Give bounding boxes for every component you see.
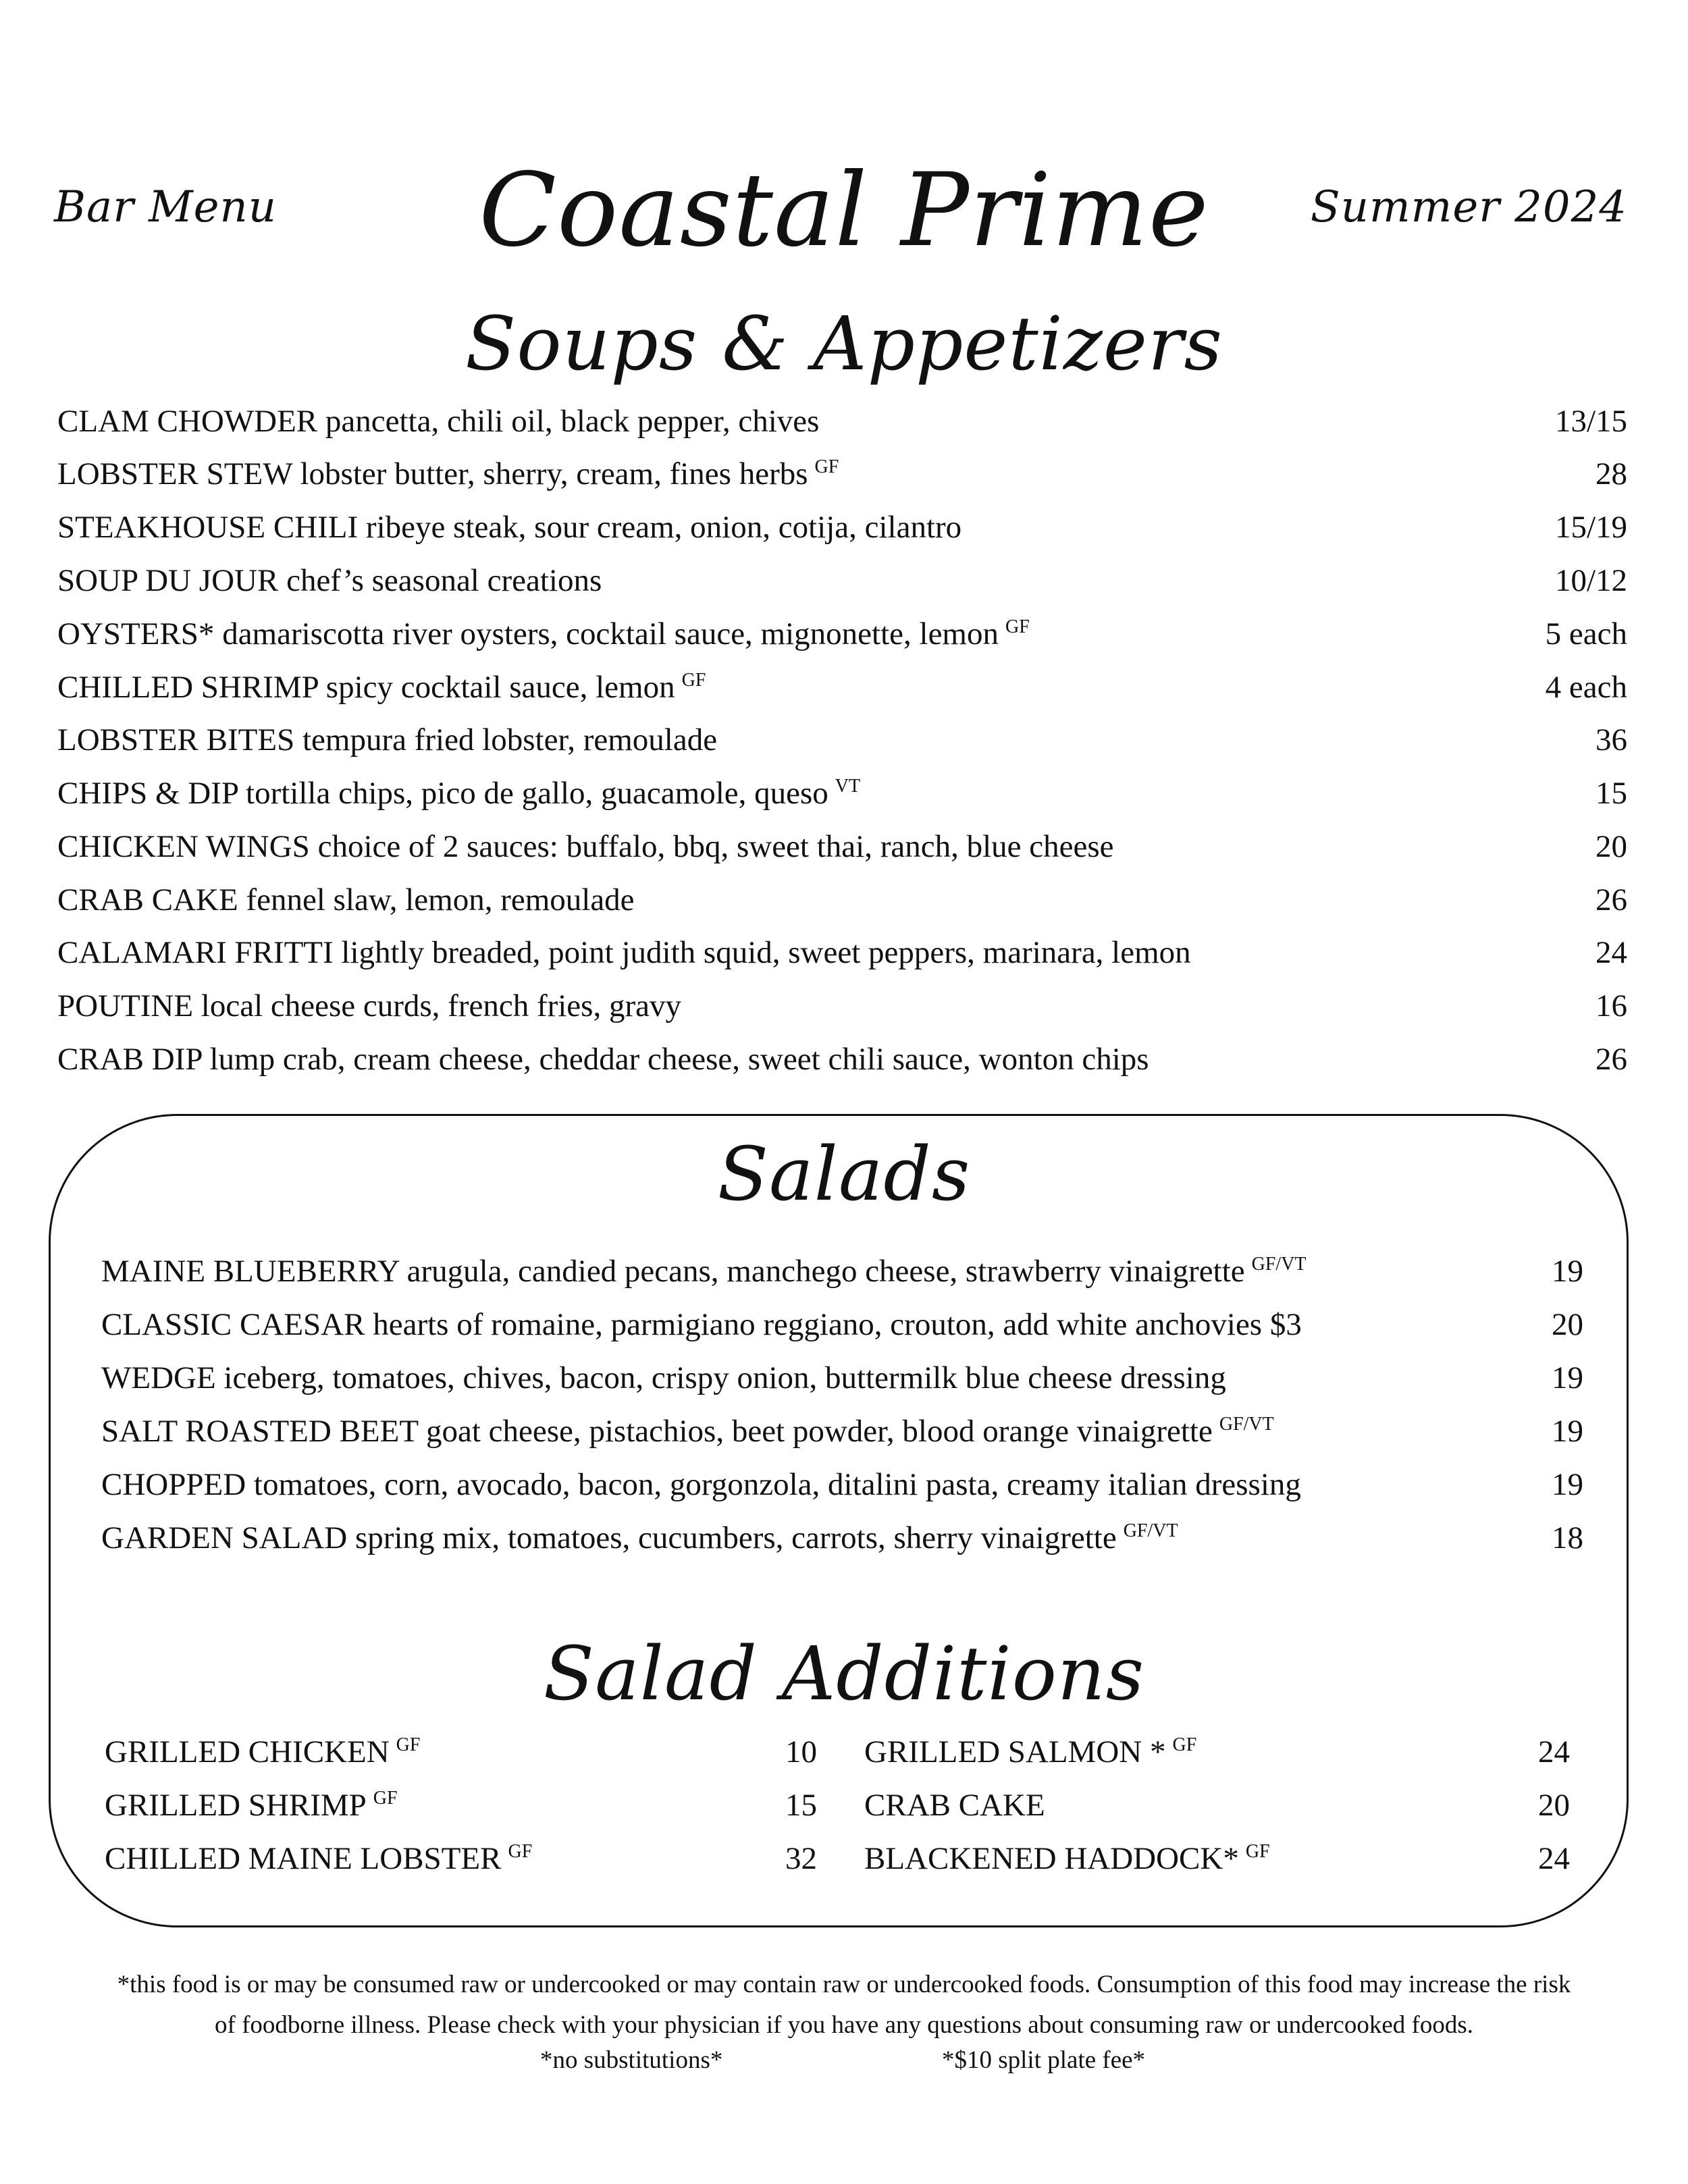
item-price: 28: [1595, 456, 1627, 491]
item-price: 13/15: [1554, 404, 1627, 439]
menu-item: CLASSIC CAESAR hearts of romaine, parmigiano reggiano, crouton, add white anchovies $3 20: [101, 1304, 1583, 1345]
item-price: 10: [785, 1734, 817, 1769]
item-price: 15/19: [1554, 510, 1627, 545]
restaurant-name: Coastal Prime: [479, 152, 1209, 269]
item-price: 19: [1552, 1254, 1583, 1289]
additions-title: Salad Additions: [543, 1630, 1145, 1717]
item-price: 24: [1595, 935, 1627, 970]
menu-item: MAINE BLUEBERRY arugula, candied pecans, manchego cheese, strawberry vinaigrette $^{GF/VT}$ 19: [101, 1251, 1583, 1291]
raw-food-disclaimer-line-2: of foodborne illness. Please check with your physician if you have any questions about consuming raw or undercooked foods.: [215, 2011, 1473, 2039]
menu-item: CHICKEN WINGS choice of 2 sauces: buffalo, bbq, sweet thai, ranch, blue cheese 20: [57, 826, 1627, 867]
item-price: 36: [1595, 722, 1627, 757]
item-price: 19: [1552, 1467, 1583, 1502]
item-price: 15: [1595, 776, 1627, 811]
no-substitutions-note: *no substitutions*: [540, 2046, 723, 2074]
item-price: 32: [785, 1841, 817, 1876]
raw-food-disclaimer-line-1: *this food is or may be consumed raw or undercooked or may contain raw or undercooked foods. Consumption of this food may increase the risk: [117, 1971, 1571, 1998]
addition-item: CHILLED MAINE LOBSTER $^{GF}$ 32: [105, 1838, 817, 1879]
item-price: 19: [1552, 1360, 1583, 1395]
menu-item: CRAB CAKE fennel slaw, lemon, remoulade 26: [57, 880, 1627, 920]
split-plate-fee-note: *$10 split plate fee*: [942, 2046, 1146, 2074]
item-price: 20: [1595, 829, 1627, 864]
menu-item: CALAMARI FRITTI lightly breaded, point judith squid, sweet peppers, marinara, lemon 24: [57, 932, 1627, 973]
appetizers-title: Soups & Appetizers: [465, 300, 1223, 387]
item-price: 24: [1538, 1734, 1570, 1769]
menu-item: LOBSTER STEW lobster butter, sherry, cream, fines herbs $^{GF}$ 28: [57, 454, 1627, 494]
menu-item: WEDGE iceberg, tomatoes, chives, bacon, crispy onion, buttermilk blue cheese dressing 19: [101, 1358, 1583, 1398]
menu-item: CRAB DIP lump crab, cream cheese, cheddar cheese, sweet chili sauce, wonton chips 26: [57, 1039, 1627, 1080]
menu-item: POUTINE local cheese curds, french fries, gravy 16: [57, 986, 1627, 1026]
item-price: 20: [1538, 1788, 1570, 1823]
addition-item: GRILLED SALMON * $^{GF}$ 24: [864, 1732, 1570, 1772]
addition-item: GRILLED CHICKEN $^{GF}$ 10: [105, 1732, 817, 1772]
item-price: 16: [1595, 988, 1627, 1023]
menu-item: LOBSTER BITES tempura fried lobster, remoulade 36: [57, 720, 1627, 760]
menu-item: CHILLED SHRIMP spicy cocktail sauce, lemon $^{GF}$ 4 each: [57, 667, 1627, 708]
item-price: 18: [1552, 1520, 1583, 1555]
item-price: 20: [1552, 1307, 1583, 1342]
menu-item: OYSTERS* damariscotta river oysters, cocktail sauce, mignonette, lemon $^{GF}$ 5 each: [57, 614, 1627, 654]
menu-item: STEAKHOUSE CHILI ribeye steak, sour cream, onion, cotija, cilantro 15/19: [57, 507, 1627, 548]
season-label: Summer 2024: [1310, 182, 1627, 232]
menu-item: CHIPS & DIP tortilla chips, pico de gallo, guacamole, queso $^{VT}$ 15: [57, 773, 1627, 814]
item-price: 24: [1538, 1841, 1570, 1876]
menu-item: CHOPPED tomatoes, corn, avocado, bacon, gorgonzola, ditalini pasta, creamy italian dressing 19: [101, 1464, 1583, 1505]
menu-item: SALT ROASTED BEET goat cheese, pistachios, beet powder, blood orange vinaigrette $^{GF/VT}$ 19: [101, 1411, 1583, 1451]
menu-item: SOUP DU JOUR chef’s seasonal creations 10/12: [57, 560, 1627, 601]
menu-item: CLAM CHOWDER pancetta, chili oil, black pepper, chives 13/15: [57, 401, 1627, 442]
item-price: 4 each: [1545, 670, 1627, 705]
item-price: 26: [1595, 1042, 1627, 1077]
menu-item: GARDEN SALAD spring mix, tomatoes, cucumbers, carrots, sherry vinaigrette $^{GF/VT}$ 18: [101, 1518, 1583, 1558]
item-price: 15: [785, 1788, 817, 1823]
item-price: 26: [1595, 882, 1627, 917]
salads-title: Salads: [717, 1131, 971, 1217]
addition-item: GRILLED SHRIMP $^{GF}$ 15: [105, 1785, 817, 1826]
addition-item: CRAB CAKE 20: [864, 1785, 1570, 1826]
item-price: 19: [1552, 1414, 1583, 1449]
addition-item: BLACKENED HADDOCK* $^{GF}$ 24: [864, 1838, 1570, 1879]
menu-type-label: Bar Menu: [54, 182, 277, 232]
item-price: 5 each: [1545, 616, 1627, 651]
item-price: 10/12: [1554, 563, 1627, 598]
